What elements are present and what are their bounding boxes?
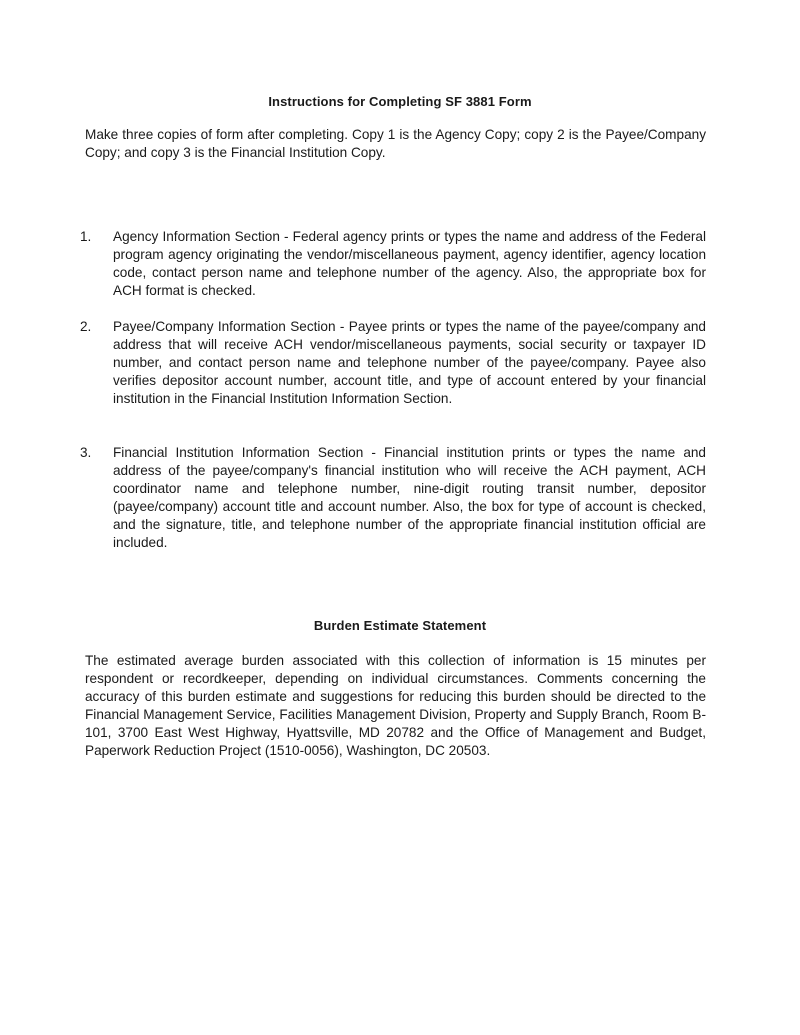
- list-item-number: 3.: [80, 445, 92, 460]
- burden-paragraph: The estimated average burden associated with this collection of information is 15 minutes per respondent or recordkeeper, depending on individual circumstances. Comments concerning the accuracy of this burden estimate and suggestions for reducing this burden should be directed to the Financial Management Service, Facilities Management Division, Property and Supply Branch, Room B-101, 3700 East West Highway, Hyattsville, MD 20782 and the Office of Management and Budget, Paperwork Reduction Project (1510-0056), Washington, DC 20503.: [85, 653, 706, 758]
- burden-title: Burden Estimate Statement: [313, 618, 487, 633]
- list-item-text: Agency Information Section - Federal agency prints or types the name and address of the Federal program agency originating the vendor/miscellaneous payment, agency identifier, agency location code, contact person name and telephone number of the agency. Also, the appropriate box for ACH format is checked.: [113, 229, 706, 298]
- page-title: Instructions for Completing SF 3881 Form: [268, 94, 532, 109]
- list-item-number: 2.: [80, 319, 92, 334]
- list-item-number: 1.: [80, 229, 92, 244]
- list-item-text: Financial Institution Information Section - Financial institution prints or types the name and address of the payee/company's financial institution who will receive the ACH payment, ACH coordinator name and telephone number, nine-digit routing transit number, depositor (payee/company) account title and account number. Also, the box for type of account is checked, and the signature, title, and telephone number of the appropriate financial institution official are included.: [113, 445, 706, 550]
- intro-paragraph: Make three copies of form after completing. Copy 1 is the Agency Copy; copy 2 is the Payee/Company Copy; and copy 3 is the Financial Institution Copy.: [85, 127, 706, 160]
- list-item-text: Payee/Company Information Section - Payee prints or types the name of the payee/company and address that will receive ACH vendor/miscellaneous payments, social security or taxpayer ID number, and contact person name and telephone number of the payee/company. Payee also verifies depositor account number, account title, and type of account entered by your financial institution in the Financial Institution Information Section.: [113, 319, 706, 406]
